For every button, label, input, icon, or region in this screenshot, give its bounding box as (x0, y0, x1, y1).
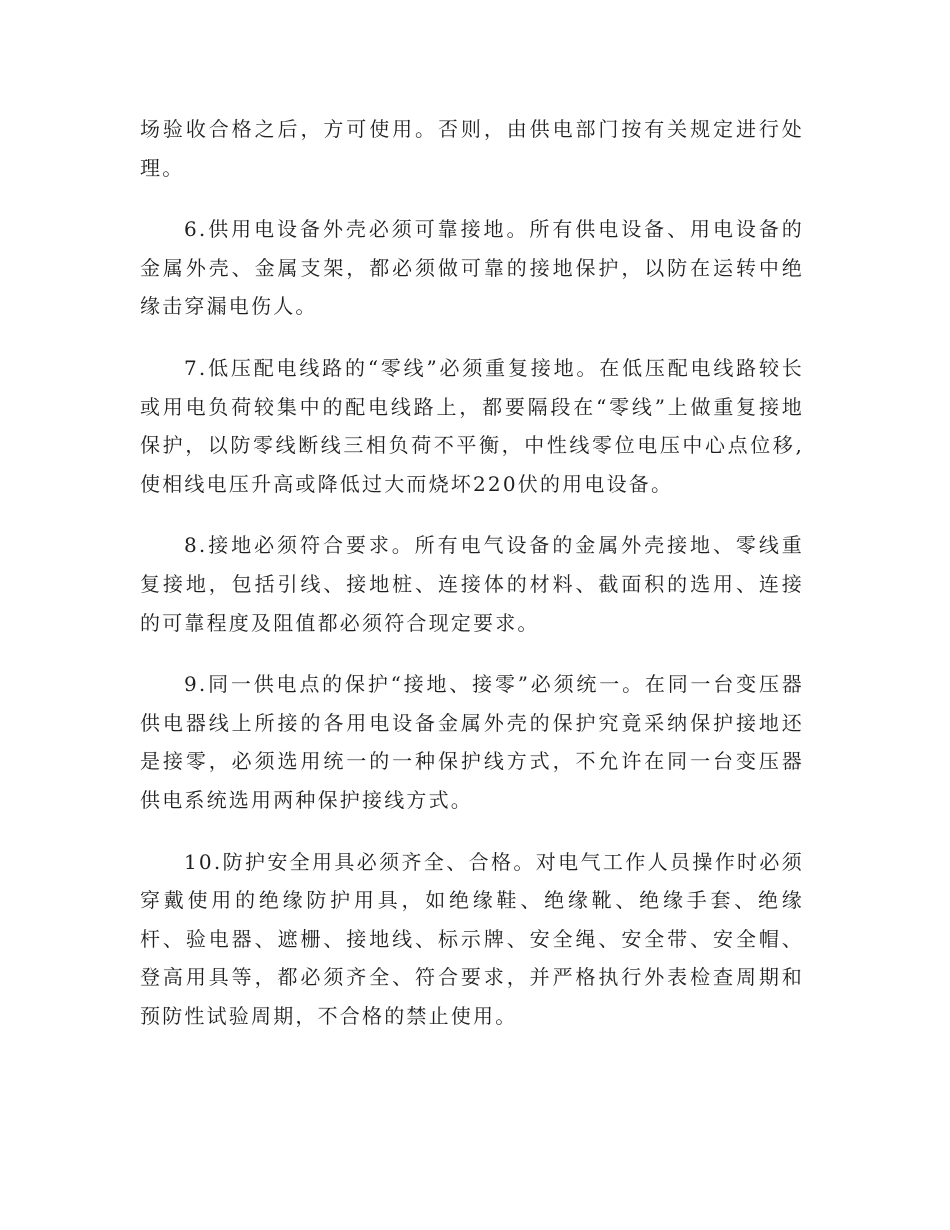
paragraph-item-10: 10.防护安全用具必须齐全、合格。对电气工作人员操作时必须穿戴使用的绝缘防护用具，如绝缘鞋、绝缘靴、绝缘手套、绝缘杆、验电器、遮栅、接地线、标示牌、安全绳、安全带、安全帽、登高用具等，都必须齐全、符合要求，并严格执行外表检查周期和预防性试验周期，不合格的禁止使用。 (140, 849, 804, 1028)
paragraph-item-9: 9.同一供电点的保护“接地、接零”必须统一。在同一台变压器供电器线上所接的各用电设备金属外壳的保护究竟采纳保护接地还是接零，必须选用统一的一种保护线方式，不允许在同一台变压器供电系统选用两种保护接线方式。 (140, 672, 804, 812)
paragraph-item-7: 7.低压配电线路的“零线”必须重复接地。在低压配电线路较长或用电负荷较集中的配电线路上，都要隔段在“零线”上做重复接地保护，以防零线断线三相负荷不平衡，中性线零位电压中心点位移,使相线电压升高或降低过大而烧坏220伏的用电设备。 (140, 355, 804, 496)
document-body (140, 110, 804, 1058)
paragraph-item-8: 8.接地必须符合要求。所有电气设备的金属外壳接地、零线重复接地，包括引线、接地桩、连接体的材料、截面积的选用、连接的可靠程度及阻值都必须符合现定要求。 (140, 533, 804, 635)
paragraph-item-6: 6.供用电设备外壳必须可靠接地。所有供电设备、用电设备的金属外壳、金属支架，都必须做可靠的接地保护，以防在运转中绝缘击穿漏电伤人。 (140, 217, 804, 319)
paragraph-continuation: 场验收合格之后，方可使用。否则，由供电部门按有关规定进行处理。 (140, 117, 804, 180)
